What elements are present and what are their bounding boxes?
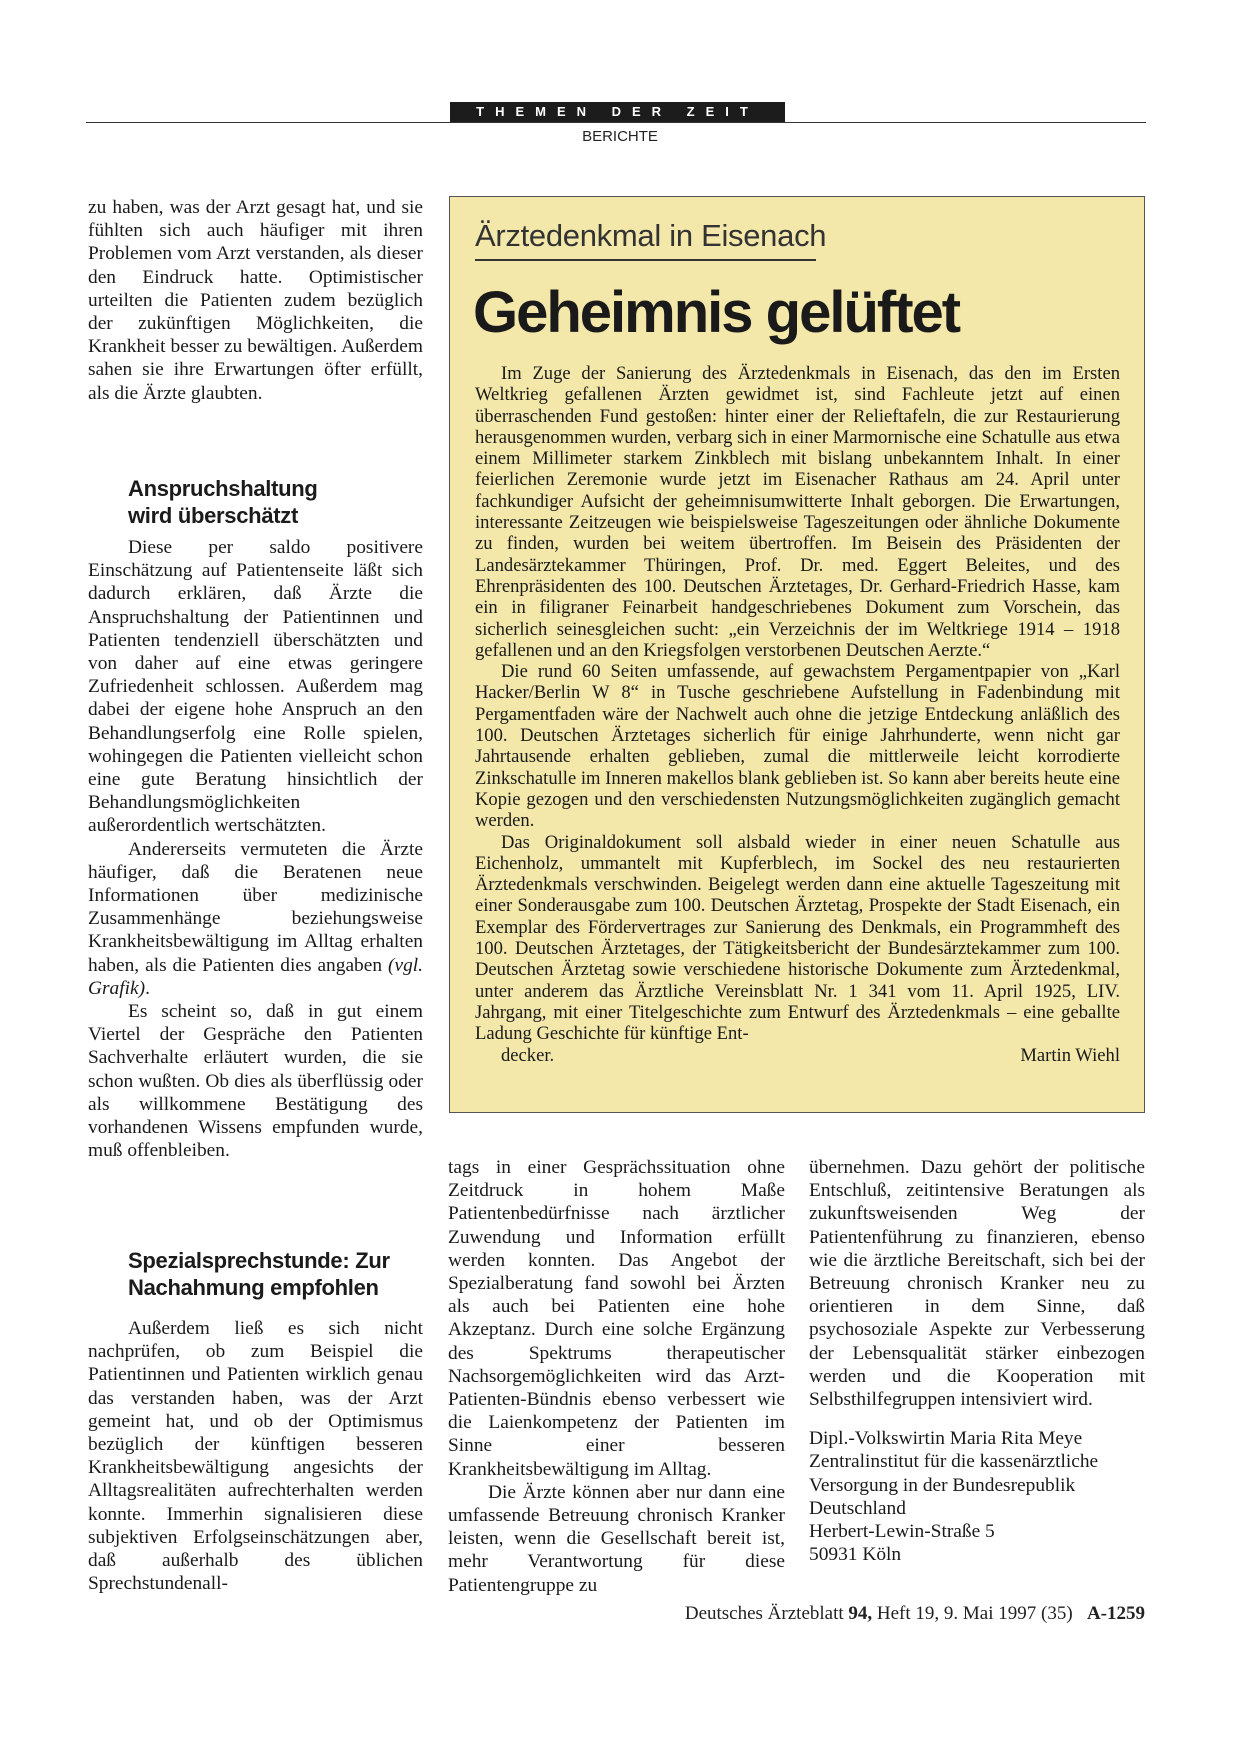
subheading-line: Spezialsprechstunde: Zur bbox=[128, 1248, 390, 1273]
journal-issue: Heft 19, 9. Mai 1997 (35) bbox=[876, 1603, 1073, 1624]
paragraph: tags in einer Gesprächssituation ohne Zeitdruck in hohem Maße Patientenbedürfnisse nach ärztlicher Zuwendung und Information erfüllt werden konnten. Das Angebot der Spezialberatung fand sowohl bei Ärzten als auch bei Patienten eine hohe Akzeptanz. Durch eine solche Ergänzung des Spektrums therapeutischer Nachsorgemöglichkeiten wird das Arzt-Patienten-Bündnis ebenso verbessert wie die Laienkompetenz der Patienten im Sinne einer besseren Krankheitsbewältigung im Alltag. bbox=[448, 1157, 785, 1480]
page-number: A-1259 bbox=[1086, 1603, 1145, 1624]
address-line: Zentralinstitut für die kassenärztliche bbox=[809, 1451, 1099, 1473]
paragraph: Die rund 60 Seiten umfassende, auf gewachstem Pergamentpapier von „Karl Hacker/Berlin W 8“ in Tusche geschriebene Aufstellung in Fadenbindung mit Pergamentfaden wäre der Nachwelt auch ohne die jetzige Entdeckung anläßlich des 100. Deutschen Ärztetages sicherlich für einige Jahrhunderte, wenn nicht gar Jahrtausende erhalten geblieben, zumal die mittlerweile leicht korrodierte Zinkschatulle im Inneren makellos blank geblieben ist. So kann aber bereits heute eine Kopie gezogen und den verschiedensten Nutzungsmöglichkeiten zugänglich gemacht werden. bbox=[475, 661, 1120, 832]
page-footer bbox=[685, 1603, 1145, 1625]
paragraph: Die Ärzte können aber nur dann eine umfassende Betreuung chronisch Kranker leisten, wenn die Gesellschaft bereit ist, mehr Verantwortung für diese Patientengruppe zu bbox=[448, 1481, 785, 1596]
column-1-bottom bbox=[88, 1317, 423, 1595]
article-kicker: Ärztedenkmal in Eisenach bbox=[475, 218, 827, 253]
address-line: Dipl.-Volkswirtin Maria Rita Meye bbox=[809, 1428, 1083, 1450]
subheading-anspruchshaltung bbox=[128, 475, 418, 529]
address-line: Deutschland bbox=[809, 1497, 906, 1519]
paragraph: Das Originaldokument soll alsbald wieder in einer neuen Schatulle aus Eichenholz, ummantelt mit Kupferblech, im Sockel des neu restaurierten Ärztedenkmals verschwinden. Beigelegt werden dann eine aktuelle Tageszeitung mit einer Sonderausgabe zum 100. Deutschen Ärztetag, Prospekte der Stadt Eisenach, ein Exemplar des Fördervertrages zur Sanierung des Denkmals, ein Programmheft des 100. Deutschen Ärztetages, der Tätigkeitsbericht der Bundesärztekammer zum 100. Deutschen Ärztetag sowie verschiedene historische Dokumente zum Ärztedenkmal, unter anderem das Ärztliche Vereinsblatt Nr. 1 341 vom 11. April 1925, LIV. Jahrgang, mit einer Titelgeschichte zum Entwurf des Ärztedenkmals – eine geballte Ladung Geschichte für künftige Ent- bbox=[475, 831, 1120, 1045]
paragraph-text: Andererseits vermuteten die Ärzte häufiger, daß die Beratenen neue Informationen über medizinische Zusammenhänge beziehungsweise Krankheitsbewältigung im Alltag erhalten haben, als die Patienten dies angaben bbox=[88, 838, 423, 976]
kicker-underline bbox=[475, 259, 816, 261]
subheading-line: Nachahmung empfohlen bbox=[128, 1275, 379, 1300]
subheading-line: wird überschätzt bbox=[128, 503, 299, 528]
author-line bbox=[475, 1045, 1120, 1066]
subsection-label: BERICHTE bbox=[582, 128, 658, 145]
subheading-line: Anspruchshaltung bbox=[128, 476, 318, 501]
paragraph: Es scheint so, daß in gut einem Viertel der Gespräche den Patienten Sachverhalte erläutert wurden, die sie schon wußten. Ob dies als überflüssig oder als willkommene Bestätigung des vorhandenen Wissens empfunden wurde, muß offenbleiben. bbox=[88, 1001, 423, 1162]
column-1-middle bbox=[88, 536, 423, 1162]
paragraph: Diese per saldo positivere Einschätzung auf Patientenseite läßt sich dadurch erklären, daß Ärzte die Anspruchshaltung der Patientinnen und Patienten tendenziell überschätzten und von daher auf eine etwas geringere Zufriedenheit schlossen. Außerdem mag dabei der eigene hohe Anspruch an den Behandlungserfolg eine Rolle spielen, wohingegen die Patienten vielleicht schon eine gute Beratung hinsichtlich der Behandlungsmöglichkeiten außerordentlich wertschätzten. bbox=[88, 537, 423, 837]
column-3 bbox=[809, 1156, 1145, 1566]
author-address bbox=[809, 1427, 1145, 1566]
paragraph bbox=[88, 838, 423, 1000]
column-1-top bbox=[88, 196, 423, 405]
figure-reference: (vgl. Grafik) bbox=[88, 954, 423, 999]
address-line: Versorgung in der Bundesrepublik bbox=[809, 1474, 1076, 1496]
address-line: Herbert-Lewin-Straße 5 bbox=[809, 1521, 995, 1543]
paragraph-end: . bbox=[145, 977, 150, 999]
journal-volume: 94, bbox=[848, 1603, 873, 1624]
section-banner: THEMEN DER ZEIT bbox=[450, 102, 785, 122]
article-author: Martin Wiehl bbox=[1020, 1044, 1120, 1066]
paragraph: übernehmen. Dazu gehört der politische Entschluß, zeitintensive Beratungen als zukunftsweisenden Weg der Patientenführung zu finanzieren, ebenso wie die ärztliche Bereitschaft, sich bei der Betreuung chronisch Kranker neu zu orientieren in dem Sinne, daß psychosoziale Aspekte zur Verbesserung der Lebensqualität stärker einbezogen werden und die Kooperation mit Selbsthilfegruppen intensiviert wird. bbox=[809, 1157, 1145, 1411]
paragraph: Im Zuge der Sanierung des Ärztedenkmals in Eisenach, das den im Ersten Weltkrieg gefallenen Ärzten gewidmet ist, sind Fachleute jetzt auf einen überraschenden Fund gestoßen: hinter einer der Relieftafeln, die zur Restaurierung herausgenommen wurden, verbarg sich in einer Marmornische eine Schatulle aus etwa einem Millimeter starkem Zinkblech mit bislang unbekanntem Inhalt. In einer feierlichen Zeremonie wurde jetzt im Eisenacher Rathaus am 24. April unter fachkundiger Aufsicht der geheimnisumwitterte Inhalt geborgen. Die Erwartungen, interessante Zeitzeugen wie beispielsweise Tageszeitungen oder ähnliche Dokumente zu finden, wurden bei weitem übertroffen. Im Beisein des Präsidenten der Landesärztekammer Thüringen, Prof. Dr. med. Eggert Beleites, und des Ehrenpräsidenten des 100. Deutschen Ärztetages, Dr. Gerhard-Friedrich Hasse, kam ein in filigraner Feinarbeit handgeschriebenes Dokument zum Vorschein, das sicherlich seinesgleichen sucht: „ein Verzeichnis der im Weltkriege 1914 – 1918 gefallenen und an den Kriegsfolgen verstorbenen Deutschen Aerzte.“ bbox=[475, 363, 1120, 661]
article-headline: Geheimnis gelüftet bbox=[473, 280, 960, 345]
column-2 bbox=[448, 1156, 785, 1597]
journal-name: Deutsches Ärzteblatt bbox=[684, 1603, 844, 1624]
paragraph-end: decker. bbox=[501, 1044, 555, 1066]
paragraph: zu haben, was der Arzt gesagt hat, und sie fühlten sich auch häufiger mit ihren Problemen vom Arzt verstanden, als dieser den Eindruck hatte. Optimistischer urteilten die Patienten zudem bezüglich der zukünftigen Möglichkeiten, die Krankheit besser zu bewältigen. Außerdem sahen sie ihre Erwartungen öfter erfüllt, als die Ärzte glaubten. bbox=[88, 197, 423, 404]
article-body bbox=[475, 363, 1120, 1066]
address-line: 50931 Köln bbox=[809, 1544, 902, 1566]
subheading-spezialsprechstunde bbox=[128, 1247, 428, 1301]
header-rule bbox=[86, 122, 1146, 123]
paragraph: Außerdem ließ es sich nicht nachprüfen, ob zum Beispiel die Patientinnen und Patienten wirklich genau das verstanden haben, was der Arzt gemeint hat, und ob der Optimismus bezüglich der künftigen besseren Krankheitsbewältigung angesichts der Alltagsrealitäten aufrechterhalten werden konnte. Immerhin signalisieren diese subjektiven Erfolgseinschätzungen aber, daß außerhalb des üblichen Sprechstundenall- bbox=[88, 1318, 423, 1595]
